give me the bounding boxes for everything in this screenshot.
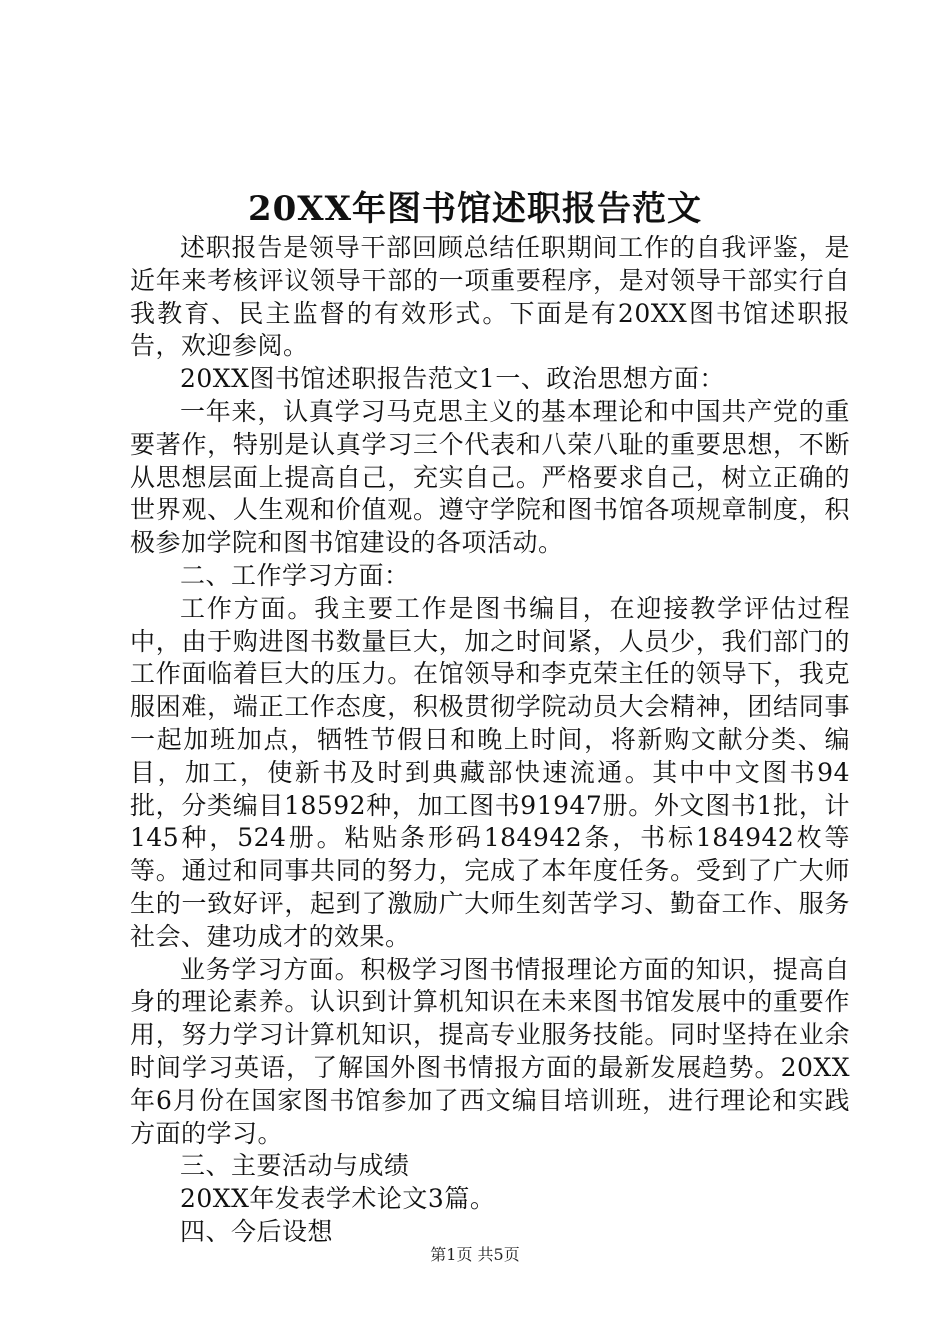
paragraph-intro: 述职报告是领导干部回顾总结任职期间工作的自我评鉴，是近年来考核评议领导干部的一项重要程序，是对领导干部实行自我教育、民主监督的有效形式。下面是有20XX图书馆述职报告，欢迎参阅。 bbox=[130, 233, 850, 361]
paragraph-achievements: 20XX年发表学术论文3篇。 bbox=[180, 1184, 496, 1214]
paragraph-work: 工作方面。我主要工作是图书编目，在迎接教学评估过程中，由于购进图书数量巨大，加之时间紧，人员少，我们部门的工作面临着巨大的压力。在馆领导和李克荣主任的领导下，我克服困难，端正工作态度，积极贯彻学院动员大会精神，团结同事一起加班加点，牺牲节假日和晚上时间，将新购文献分类、编目，加工，使新书及时到典藏部快速流通。其中中文图书94批，分类编目18592种，加工图书91947册。外文图书1批，计145种，524册。粘贴条形码184942条，书标184942枚等等。通过和同事共同的努力，完成了本年度任务。受到了广大师生的一致好评，起到了激励广大师生刻苦学习、勤奋工作、服务社会、建功成才的效果。 bbox=[130, 593, 850, 951]
document-title: 20XX年图书馆述职报告范文 bbox=[247, 189, 703, 229]
paragraph-section-2-heading: 二、工作学习方面： bbox=[180, 560, 410, 590]
page-footer: 第1页 共5页 bbox=[430, 1245, 520, 1264]
document-body bbox=[130, 232, 850, 1249]
paragraph-section-1-heading: 20XX图书馆述职报告范文1一、政治思想方面： bbox=[180, 364, 725, 394]
paragraph-section-3-heading: 三、主要活动与成绩 bbox=[180, 1151, 410, 1181]
paragraph-political-thought: 一年来，认真学习马克思主义的基本理论和中国共产党的重要著作，特别是认真学习三个代表和八荣八耻的重要思想，不断从思想层面上提高自己，充实自己。严格要求自己，树立正确的世界观、人生观和价值观。遵守学院和图书馆各项规章制度，积极参加学院和图书馆建设的各项活动。 bbox=[130, 396, 850, 558]
paragraph-section-4-heading: 四、今后设想 bbox=[180, 1216, 334, 1246]
paragraph-study: 业务学习方面。积极学习图书情报理论方面的知识，提高自身的理论素养。认识到计算机知识在未来图书馆发展中的重要作用，努力学习计算机知识，提高专业服务技能。同时坚持在业余时间学习英语，了解国外图书情报方面的最新发展趋势。20XX年6月份在国家图书馆参加了西文编目培训班，进行理论和实践方面的学习。 bbox=[130, 954, 850, 1148]
